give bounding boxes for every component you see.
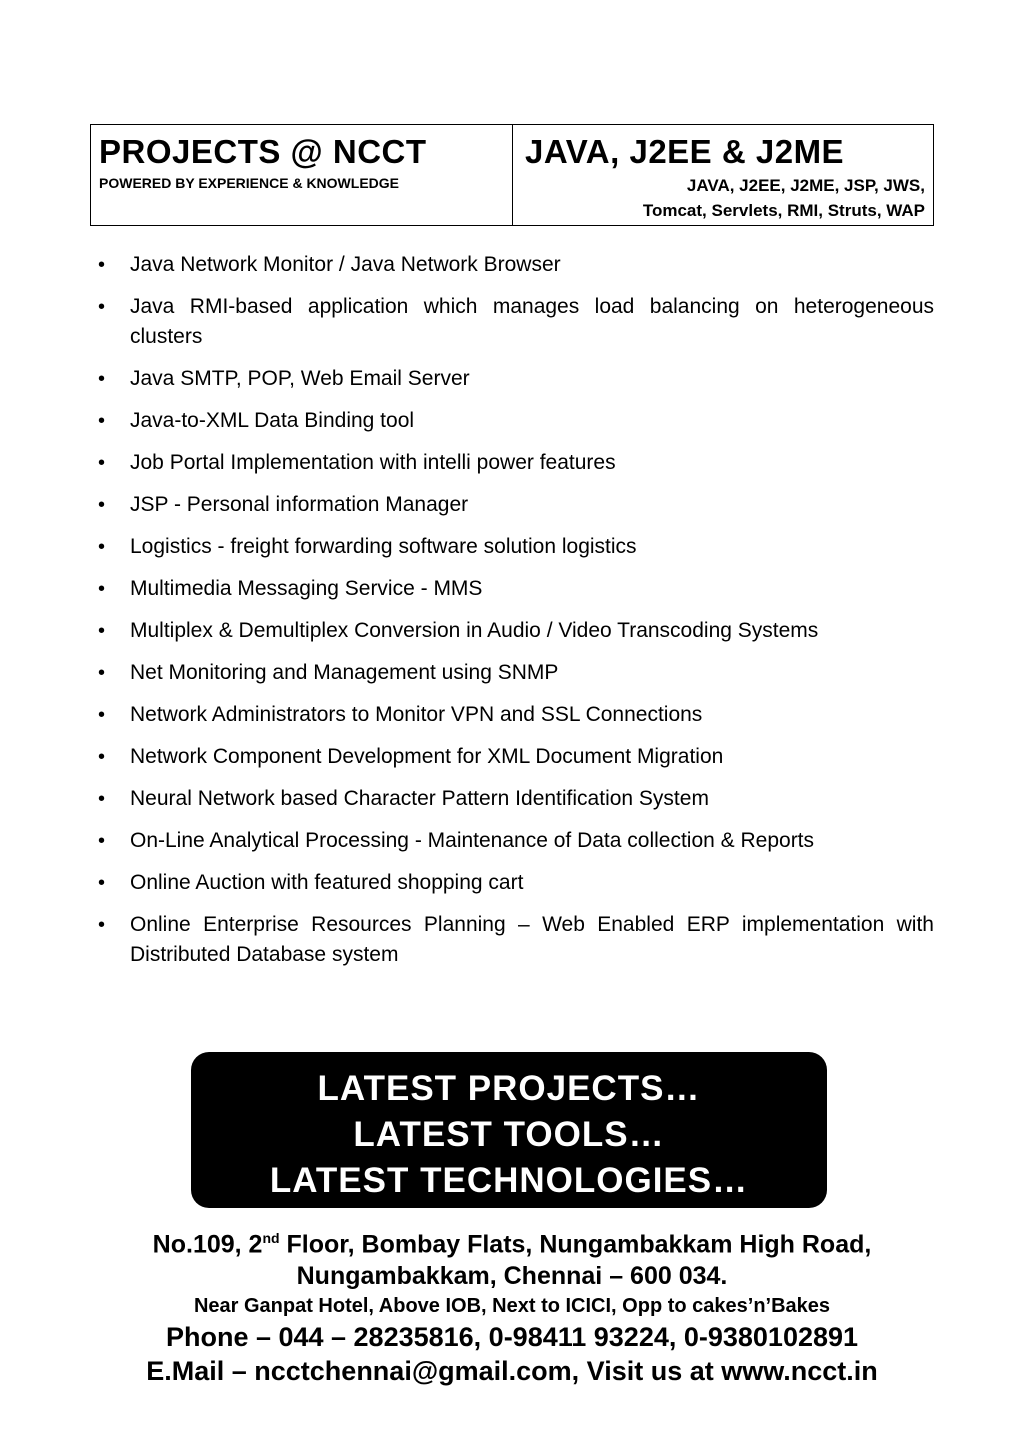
technology-list-line-2: Tomcat, Servlets, RMI, Struts, WAP (642, 201, 925, 220)
project-list-item (98, 868, 934, 898)
bullet-icon: • (98, 872, 106, 894)
technology-title: JAVA, J2EE & J2ME (525, 133, 845, 170)
project-title: Java Network Monitor / Java Network Browser (130, 253, 561, 276)
project-title: Multimedia Messaging Service - MMS (130, 577, 483, 600)
project-title: Neural Network based Character Pattern Identification System (130, 787, 709, 810)
project-title: On-Line Analytical Processing - Maintenance of Data collection & Reports (130, 829, 815, 852)
project-list-item (98, 490, 934, 520)
phone-line: Phone – 044 – 28235816, 0-98411 93224, 0-9380102891 (165, 1322, 859, 1353)
bullet-icon: • (98, 914, 106, 936)
contact-footer (60, 1222, 964, 1388)
bullet-icon: • (98, 578, 106, 600)
bullet-icon: • (98, 536, 106, 558)
project-list-item (98, 784, 934, 814)
project-list-item (98, 292, 934, 352)
project-list-item (98, 574, 934, 604)
project-list (98, 250, 934, 982)
project-title: Multiplex & Demultiplex Conversion in Audio / Video Transcoding Systems (130, 619, 819, 642)
project-title: JSP - Personal information Manager (130, 493, 469, 516)
project-list-item (98, 616, 934, 646)
project-list-item (98, 448, 934, 478)
address-ordinal: nd (262, 1230, 280, 1246)
project-list-item (98, 364, 934, 394)
address-line-2: Nungambakkam, Chennai – 600 034. (296, 1262, 728, 1291)
project-list-item (98, 250, 934, 280)
header-left-cell (91, 125, 513, 225)
bullet-icon: • (98, 410, 106, 432)
project-list-item (98, 910, 934, 970)
bullet-icon: • (98, 704, 106, 726)
project-title: Net Monitoring and Management using SNMP (130, 661, 559, 684)
technology-list-line-1: JAVA, J2EE, J2ME, JSP, JWS, (686, 176, 925, 195)
bullet-icon: • (98, 662, 106, 684)
bullet-icon: • (98, 368, 106, 390)
bullet-icon: • (98, 254, 106, 276)
project-list-item (98, 532, 934, 562)
banner-line-technologies: LATEST TECHNOLOGIES… (269, 1161, 749, 1200)
project-title: Java SMTP, POP, Web Email Server (130, 367, 470, 390)
address-line-1 (60, 1222, 964, 1260)
project-title: Java RMI-based application which manages load balancing on heterogeneous clusters (130, 295, 934, 348)
bullet-icon: • (98, 830, 106, 852)
header-box (90, 124, 934, 226)
bullet-icon: • (98, 494, 106, 516)
bullet-icon: • (98, 452, 106, 474)
project-title: Job Portal Implementation with intelli power features (130, 451, 616, 474)
project-title: Java-to-XML Data Binding tool (130, 409, 415, 432)
bullet-icon: • (98, 620, 106, 642)
project-list-item (98, 700, 934, 730)
project-title: Online Enterprise Resources Planning – Web Enabled ERP implementation with Distributed Database system (130, 913, 934, 966)
project-list-item (98, 406, 934, 436)
email-web-line: E.Mail – ncctchennai@gmail.com, Visit us at www.ncct.in (146, 1356, 878, 1387)
address-suffix: Floor, Bombay Flats, Nungambakkam High Road, (279, 1230, 872, 1259)
banner-line-projects: LATEST PROJECTS… (317, 1069, 701, 1108)
project-title: Network Administrators to Monitor VPN and SSL Connections (130, 703, 703, 726)
company-tagline: POWERED BY EXPERIENCE & KNOWLEDGE (99, 175, 400, 191)
address-prefix: No.109, 2 (152, 1230, 263, 1259)
project-title: Logistics - freight forwarding software solution logistics (130, 535, 637, 558)
project-list-item (98, 826, 934, 856)
landmark-line: Near Ganpat Hotel, Above IOB, Next to ICICI, Opp to cakes’n’Bakes (193, 1295, 831, 1318)
project-list-item (98, 742, 934, 772)
project-list-item (98, 658, 934, 688)
bullet-icon: • (98, 788, 106, 810)
banner-line-tools: LATEST TOOLS… (353, 1115, 665, 1154)
project-title: Online Auction with featured shopping cart (130, 871, 524, 894)
bullet-icon: • (98, 296, 106, 318)
bullet-icon: • (98, 746, 106, 768)
company-title: PROJECTS @ NCCT (99, 133, 427, 170)
project-title: Network Component Development for XML Document Migration (130, 745, 724, 768)
latest-banner (191, 1052, 827, 1208)
header-right-cell (513, 125, 933, 225)
